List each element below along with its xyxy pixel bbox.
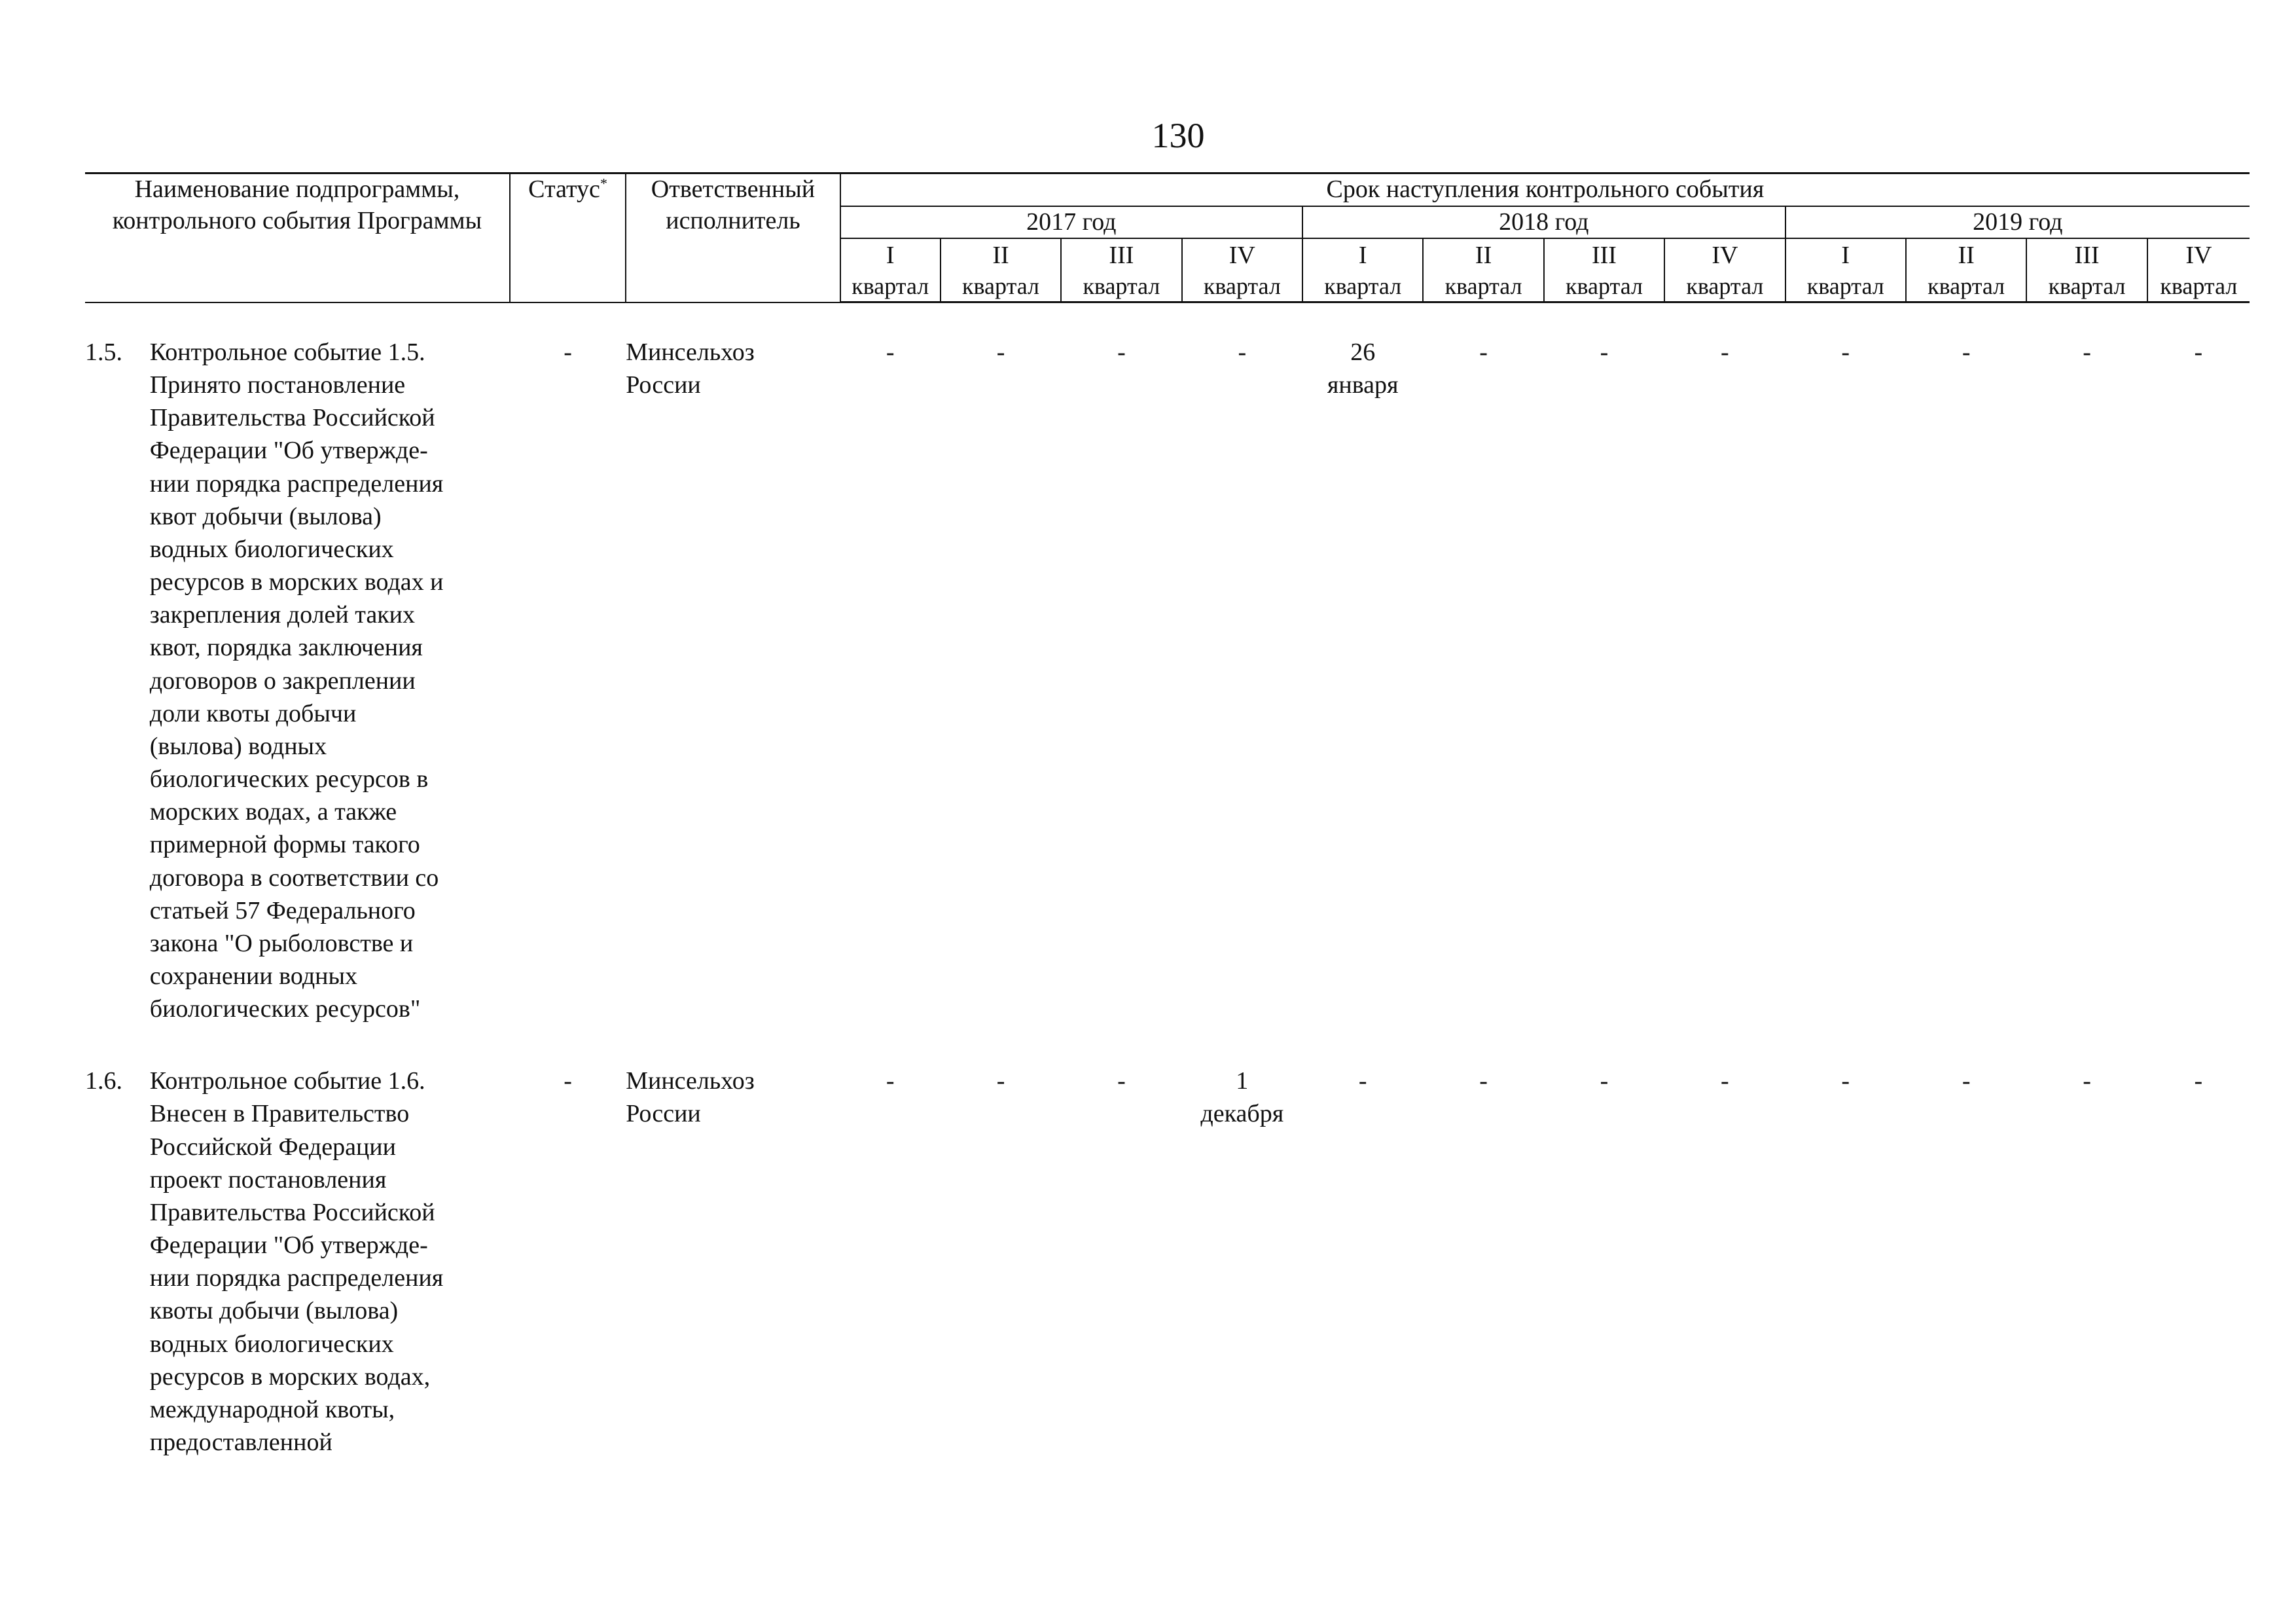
header-year-2018: 2018 год [1302,206,1785,239]
quarter-word: квартал [1928,273,2005,299]
quarter-word: квартал [1083,273,1160,299]
status-footnote-mark: * [600,175,607,192]
page-number: 130 [1151,116,1205,155]
header-status-text: Статус [528,175,600,203]
quarter-word: квартал [2048,273,2126,299]
event-description-line: Контрольное событие 1.5. [149,338,425,366]
event-description-line: квоты добычи (вылова) [149,1297,399,1325]
event-description-line: сохранении водных [149,962,358,990]
event-description-line: водных биологических [149,535,394,563]
quarter-value-day: - [1841,338,1850,366]
quarter-value-cell [840,1065,941,1459]
header-name-column [85,173,510,302]
event-description-line: ресурсов в морских водах и [149,568,444,596]
event-description-line: предоставленной [149,1429,332,1456]
quarter-numeral: IV [2185,242,2212,269]
event-executor-line: Минсельхоз [626,338,755,366]
event-description-line: Федерации "Об утвержде- [149,1231,428,1260]
quarter-value-day: - [1117,1067,1126,1095]
event-description-line: международной квоты, [149,1395,395,1423]
quarter-value-cell [1302,1065,1423,1459]
header-quarter-cell [1302,238,1423,302]
quarter-value-cell [1423,1065,1543,1459]
quarter-value-cell [1785,1065,1906,1459]
event-description-line: водных биологических [149,1330,394,1358]
event-description-line: закона "О рыболовстве и [149,929,414,957]
quarter-value-day: - [1117,338,1126,366]
event-number: 1.5. [85,338,122,366]
header-year-2017: 2017 год [840,206,1302,239]
quarter-value-day: - [1479,338,1488,366]
quarter-numeral: III [1591,242,1617,269]
quarter-value-cell [1785,336,1906,1025]
header-year-2019: 2019 год [1785,206,2250,239]
quarter-word: квартал [1806,273,1884,299]
event-description-line: Внесен в Правительство [149,1100,410,1128]
control-events-table [85,172,2250,1459]
quarter-value-day: - [1358,1067,1367,1095]
table-header [85,173,2250,302]
event-description-line: Правительства Российской [149,404,435,432]
quarter-value-cell [1664,336,1785,1025]
quarter-value-cell [1302,336,1423,1025]
quarter-value-cell [2026,336,2147,1025]
quarter-value-day: - [886,338,895,366]
table-body [85,302,2250,1459]
quarter-numeral: II [992,242,1009,269]
header-executor-column [626,173,840,302]
quarter-value-month: декабря [1200,1100,1284,1128]
header-quarter-cell [2026,238,2147,302]
event-description [150,336,510,1025]
quarter-value-cell [1664,1065,1785,1459]
header-executor-text: Ответственный исполнитель [651,175,816,234]
header-quarter-cell [941,238,1061,302]
quarter-value-day: - [1721,338,1729,366]
quarter-numeral: III [1109,242,1134,269]
quarter-value-day: - [1721,1067,1729,1095]
quarter-value-day: - [1479,1067,1488,1095]
quarter-value-day: - [886,1067,895,1095]
quarter-numeral: IV [1712,242,1738,269]
event-executor [626,336,840,1025]
quarter-numeral: I [886,242,895,269]
quarter-value-cell [1061,336,1181,1025]
quarter-value-day: - [1600,338,1609,366]
event-description-line: квот добычи (вылова) [149,502,382,530]
event-executor-line: Минсельхоз [626,1067,755,1095]
event-description-line: статьей 57 Федерального [149,896,416,924]
quarter-word: квартал [1444,273,1522,299]
quarter-value-day: - [1962,1067,1971,1095]
event-status: - [564,338,572,366]
quarter-numeral: I [1358,242,1367,269]
quarter-word: квартал [1686,273,1764,299]
event-description-line: договоров о закреплении [149,666,416,695]
event-description-line: проект постановления [149,1165,387,1194]
event-executor [626,1065,840,1459]
table-row [85,336,2250,1025]
quarter-numeral: III [2074,242,2100,269]
quarter-word: квартал [852,273,929,299]
quarter-value-cell [840,336,941,1025]
quarter-value-cell [1906,336,2026,1025]
event-description-line: Принято постановление [149,371,406,399]
quarter-value-cell [1423,336,1543,1025]
quarter-word: квартал [962,273,1039,299]
event-description-line: биологических ресурсов" [149,995,421,1023]
quarter-numeral: I [1841,242,1850,269]
quarter-numeral: II [1958,242,1975,269]
event-executor-line: России [626,1100,701,1128]
quarter-value-cell [1544,336,1664,1025]
quarter-value-day: - [1841,1067,1850,1095]
event-description-line: ресурсов в морских водах, [149,1362,431,1391]
quarter-value-cell [2026,1065,2147,1459]
event-description-line: морских водах, а также [149,798,397,826]
quarter-value-day: 1 [1236,1067,1249,1095]
event-description-line: биологических ресурсов в [149,765,429,793]
header-quarter-cell [1664,238,1785,302]
event-description-line: доли квоты добычи [149,699,357,727]
event-description [150,1065,510,1459]
quarter-value-day: - [1962,338,1971,366]
event-description-line: Федерации "Об утвержде- [149,437,428,465]
quarter-value-day: - [2083,1067,2091,1095]
quarter-value-day: 26 [1350,338,1376,366]
quarter-word: квартал [1324,273,1402,299]
quarter-numeral: IV [1229,242,1255,269]
quarter-value-cell [1182,336,1302,1025]
event-description-line: нии порядка распределения [149,1264,444,1292]
event-description-line: договора в соответствии со [149,864,439,892]
quarter-value-cell [1544,1065,1664,1459]
event-number: 1.6. [85,1067,122,1095]
event-description-line: квот, порядка заключения [149,634,423,662]
event-description-line: закрепления долей таких [149,601,415,629]
header-deadline-group: Срок наступления контрольного события [840,173,2250,206]
header-quarter-cell [1906,238,2026,302]
quarter-value-month: января [1327,371,1399,399]
event-status: - [564,1067,572,1095]
quarter-numeral: II [1475,242,1492,269]
quarter-value-day: - [2083,338,2091,366]
event-description-line: Контрольное событие 1.6. [149,1067,425,1095]
quarter-value-day: - [1600,1067,1609,1095]
quarter-value-cell [1061,1065,1181,1459]
quarter-value-day: - [996,338,1005,366]
quarter-value-day: - [2194,338,2203,366]
quarter-word: квартал [2160,273,2238,299]
header-quarter-cell [1423,238,1543,302]
quarter-value-day: - [1238,338,1247,366]
header-name-text: Наименование подпрограммы, контрольного события Программы [112,175,482,234]
quarter-value-cell [1182,1065,1302,1459]
quarter-value-cell [1906,1065,2026,1459]
quarter-value-cell [941,1065,1061,1459]
event-description-line: Правительства Российской [149,1198,435,1226]
quarter-word: квартал [1203,273,1281,299]
quarter-word: квартал [1566,273,1643,299]
header-quarter-cell [1061,238,1181,302]
header-quarter-cell [2147,238,2250,302]
quarter-value-cell [941,336,1061,1025]
header-status-column [510,173,626,302]
event-executor-line: России [626,371,701,399]
table-row [85,1065,2250,1459]
quarter-value-day: - [2194,1067,2203,1095]
header-quarter-cell [840,238,941,302]
header-quarter-cell [1182,238,1302,302]
event-description-line: нии порядка распределения [149,469,444,498]
quarter-value-day: - [996,1067,1005,1095]
quarter-value-cell [2147,336,2250,1025]
event-description-line: Российской Федерации [149,1133,396,1161]
header-quarter-cell [1544,238,1664,302]
quarter-value-cell [2147,1065,2250,1459]
event-description-line: (вылова) водных [149,732,327,760]
header-quarter-cell [1785,238,1906,302]
event-description-line: примерной формы такого [149,831,420,859]
